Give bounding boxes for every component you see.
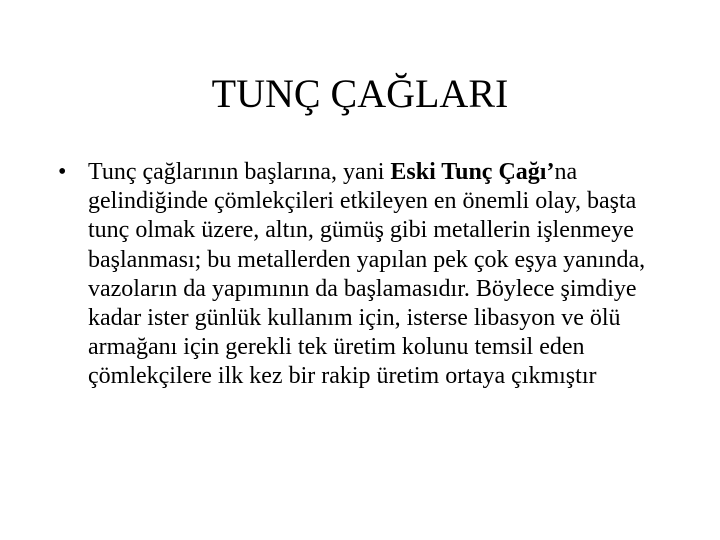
bullet-item	[58, 158, 658, 392]
bullet-text-body: na gelindiğinde çömlekçileri etkileyen en önemli olay, başta tunç olmak üzere, altın, gümüş gibi metallerin işlenmeye başlanması; bu metallerden yapılan pek çok eşya yanında, vazoların da yapımının da başlamasıdır. Böylece şimdiye kadar ister günlük kullanım için, isterse libasyon ve ölü armağanı için gerekli tek üretim kolunu temsil eden çömlekçilere ilk kez bir rakip üretim ortaya çıkmıştır	[88, 159, 646, 390]
bullet-list	[58, 158, 658, 392]
bullet-text-intro: Tunç çağlarının başlarına, yani	[88, 159, 391, 185]
bullet-text-bold-term: Eski Tunç Çağı’	[390, 159, 555, 185]
slide-title: TUNÇ ÇAĞLARI	[211, 71, 509, 116]
bullet-dot-icon: •	[58, 159, 67, 185]
